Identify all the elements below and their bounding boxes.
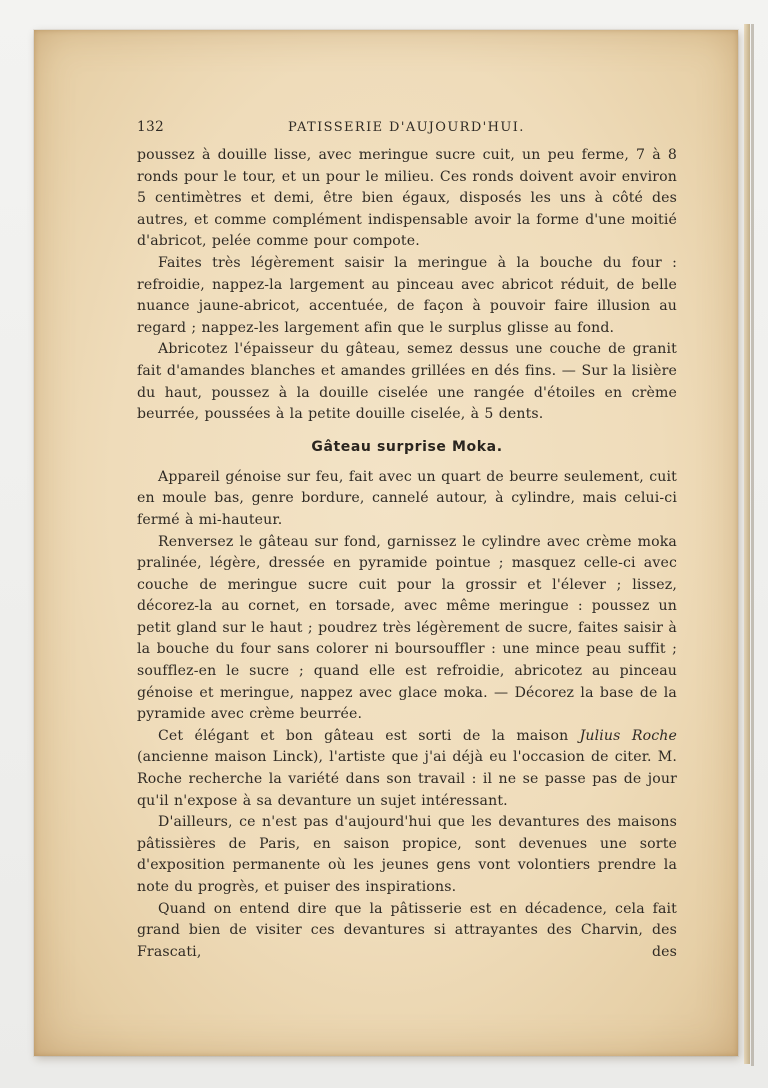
running-header — [137, 119, 677, 139]
paragraph: Faites très légèrement saisir la meringue à la bouche du four : refroidie, nappez-la largement au pinceau avec abricot réduit, de belle nuance jaune-abricot, accentuée, de façon à pouvoir faire illusion au regard ; nappez-les largement afin que le surplus glisse au fond. — [137, 254, 677, 336]
paragraph: Abricotez l'épaisseur du gâteau, semez dessus une couche de granit fait d'amandes blanches et amandes grillées en dés fins. — Sur la lisière du haut, poussez à la douille ciselée une rangée d'étoiles en crème beurrée, poussées à la petite douille ciselée, à 5 dents. — [137, 341, 677, 423]
paragraph-roche — [137, 726, 677, 812]
page-edge — [744, 24, 750, 1064]
section-heading: Gâteau surprise Moka. — [311, 438, 503, 455]
paragraph-continued: poussez à douille lisse, avec meringue sucre cuit, un peu ferme, 7 à 8 ronds pour le tour, et un pour le milieu. Ces ronds doivent avoir environ 5 centimètres et demi, être bien égaux, disposés les uns à côté des autres, et comme complément indispensable avoir la forme d'une moitié d'abricot, pelée comme pour compote. — [137, 147, 677, 250]
paragraph: Renversez le gâteau sur fond, garnissez le cylindre avec crème moka pralinée, légère, dressée en pyramide pointue ; masquez celle-ci avec couche de meringue sucre cuit pour la grossir et l'élever ; lissez, décorez-la au cornet, en torsade, avec même meringue : poussez un petit gland sur le haut ; poudrez très légèrement de sucre, faites saisir à la bouche du four sans colorer ni boursouffler : une mince peau suffit ; soufflez-en le sucre ; quand elle est refroidie, abricotez au pinceau génoise et meringue, nappez avec glace moka. — Décorez la base de la pyramide avec crème beurrée. — [137, 533, 677, 723]
italic-name: Julius Roche — [579, 727, 677, 744]
paragraph-continues: Quand on entend dire que la pâtisserie est en décadence, cela fait grand bien de visiter ces devantures si attrayantes des Charvin, des Frascati, des — [137, 900, 677, 960]
text-run: (ancienne maison Linck), l'artiste que j'ai déjà eu l'occasion de citer. M. Roche recherche la variété dans son travail : il ne se passe pas de jour qu'il n'expose à sa devanture un sujet intéressant. — [137, 749, 677, 809]
text-run: Cet élégant et bon gâteau est sorti de la maison — [158, 727, 580, 744]
paragraph: Appareil génoise sur feu, fait avec un quart de beurre seulement, cuit en moule bas, genre bordure, cannelé autour, à cylindre, mais celui-ci fermé à mi-hauteur. — [137, 468, 677, 528]
page-content — [137, 119, 677, 963]
page-number: 132 — [137, 119, 165, 135]
running-title: PATISSERIE D'AUJOURD'HUI. — [288, 120, 525, 135]
paragraph: D'ailleurs, ce n'est pas d'aujourd'hui que les devantures des maisons pâtissières de Paris, en saison propice, sont devenues une sorte d'exposition permanente où les jeunes gens vont volontiers prendre la note du progrès, et puiser des inspirations. — [137, 814, 677, 895]
page-edge-shadow — [751, 24, 754, 1066]
